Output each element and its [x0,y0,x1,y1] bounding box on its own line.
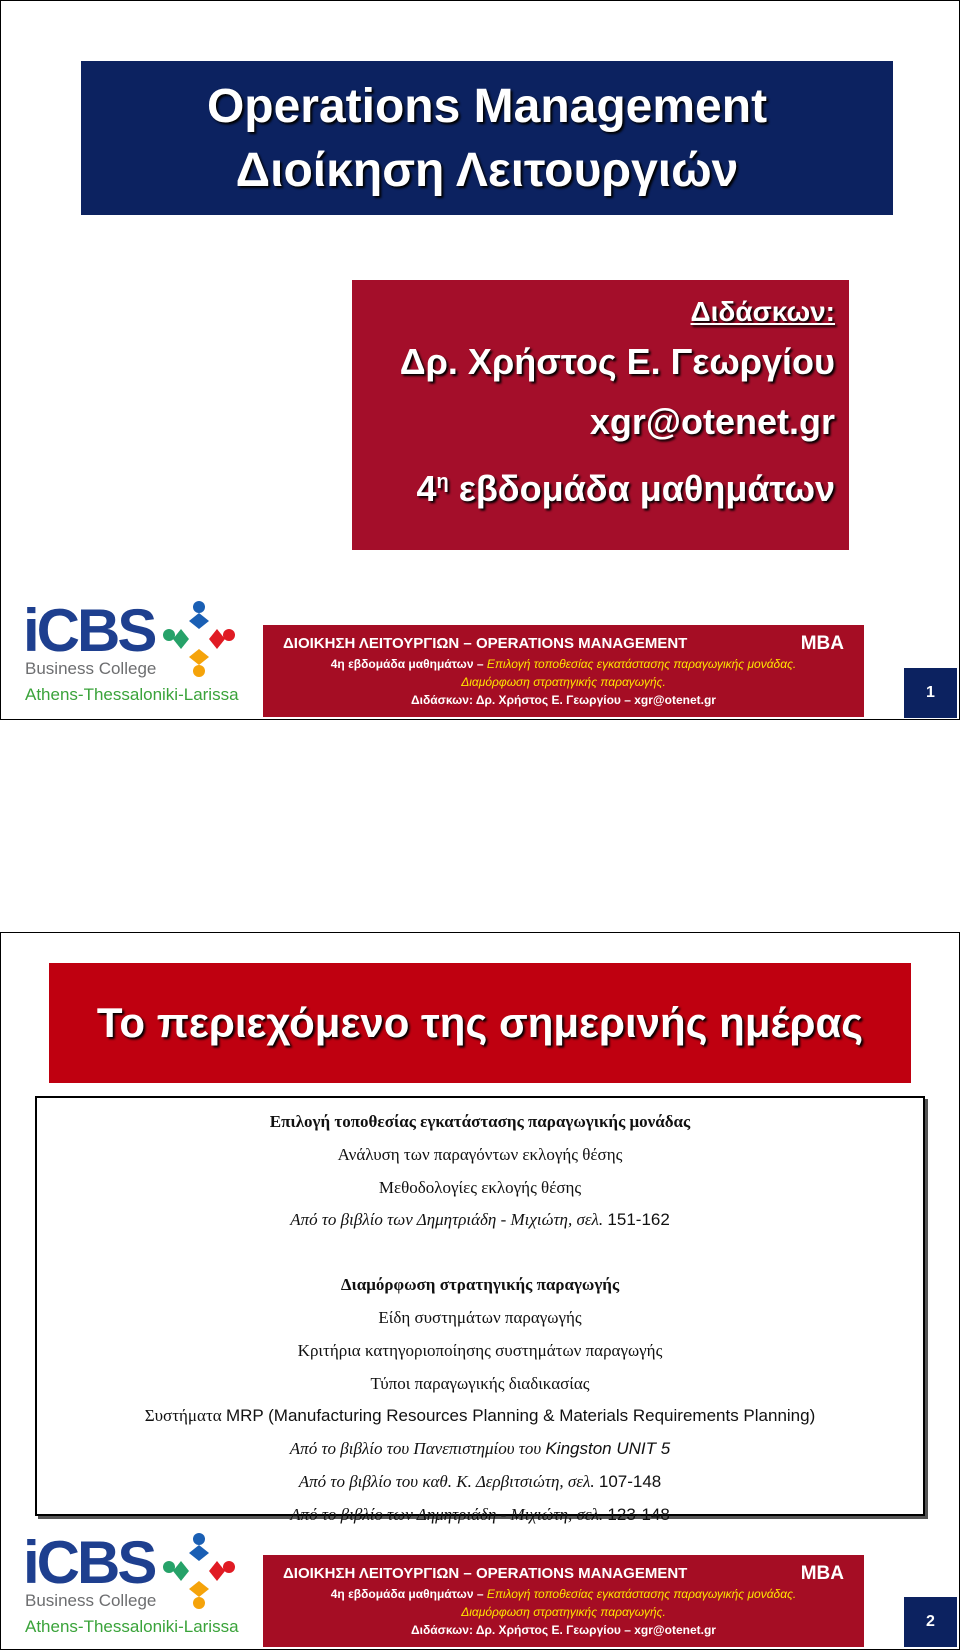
footer-instructor: Διδάσκων: Δρ. Χρήστος Ε. Γεωργίου – xgr@otenet.gr [411,1623,716,1637]
section1-reference [37,1204,923,1237]
reference-pages: 151-162 [607,1210,670,1230]
footer-topic2: Διαμόρφωση στρατηγικής παραγωγής. [461,675,666,689]
footer-course: ΔΙΟΙΚΗΣΗ ΛΕΙΤΟΥΡΓΙΩΝ – OPERATIONS MANAGEMENT [283,1565,688,1582]
section2-item: Τύποι παραγωγικής διαδικασίας [370,1373,590,1393]
footer-banner [263,625,864,717]
section2-heading: Διαμόρφωση στρατηγικής παραγωγής [340,1275,620,1295]
logo-subtitle: Business College [25,659,157,678]
week-superscript: η [436,471,449,493]
reference-dervitsiotis [37,1466,923,1499]
title-greek: Διοίκηση Λειτουργιών [235,144,739,197]
reference-kingston [37,1433,923,1466]
reference-text: Από το βιβλίο των Δημητριάδη - Μιχιώτη, σελ. [290,1210,608,1230]
footer-topic1: Επιλογή τοποθεσίας εγκατάστασης παραγωγικής μονάδας. [486,657,797,671]
footer-week-row [263,655,864,673]
slide-1 [0,0,960,720]
footer-program: MBA [800,633,844,654]
mrp-item [37,1400,923,1433]
logo-cities: Athens-Thessaloniki-Larissa [25,685,239,704]
week-number: 4 [416,468,437,509]
reference-tail: Kingston UNIT 5 [545,1439,671,1459]
week-label [352,452,835,519]
reference-text: Από το βιβλίο του Πανεπιστημίου του [289,1439,546,1459]
logo-subtitle: Business College [25,1591,157,1610]
footer-week: 4η εβδομάδα μαθημάτων – [330,1587,487,1601]
logo-brand: iCBS [23,1529,155,1596]
reference-dimitriadis [37,1499,923,1532]
section1-heading: Επιλογή τοποθεσίας εγκατάστασης παραγωγικής μονάδας [269,1112,691,1131]
people-circle-icon [159,599,239,679]
footer-program: MBA [800,1563,844,1584]
footer-topic1: Επιλογή τοποθεσίας εγκατάστασης παραγωγικής μονάδας. [486,1587,797,1601]
section2-item: Είδη συστημάτων παραγωγής [378,1307,582,1327]
title-english: Operations Management [206,80,768,133]
footer-topic2: Διαμόρφωση στρατηγικής παραγωγής. [461,1605,666,1619]
footer-banner [263,1555,864,1647]
reference-pages: 123-148 [607,1504,670,1524]
icbs-logo [21,1529,239,1647]
week-text: εβδομάδα μαθημάτων [458,468,835,509]
agenda-box [35,1096,925,1524]
instructor-box [352,280,849,550]
footer-course-row [263,633,864,655]
logo-cities: Athens-Thessaloniki-Larissa [25,1617,239,1636]
footer-course-row [263,1563,864,1585]
section2-item: Κριτήρια κατηγοριοποίησης συστημάτων παραγωγής [297,1340,663,1360]
footer-week: 4η εβδομάδα μαθημάτων – [330,657,487,671]
mrp-text: MRP (Manufacturing Resources Planning & Materials Requirements Planning) [225,1406,816,1426]
instructor-email: xgr@otenet.gr [589,401,835,442]
title-banner [81,61,893,215]
page-number: 1 [904,668,957,718]
footer-week-row [263,1585,864,1603]
logo-brand: iCBS [23,597,155,664]
reference-text: Από το βιβλίο του καθ. Κ. Δερβιτσιώτη, σελ. [298,1471,599,1491]
instructor-name: Δρ. Χρήστος Ε. Γεωργίου [399,341,835,382]
section1-item: Μεθοδολογίες εκλογής θέσης [378,1177,582,1197]
icbs-logo [21,597,239,715]
reference-pages: 107-148 [598,1471,662,1491]
instructor-label: Διδάσκων: [690,296,835,327]
mrp-prefix: Συστήματα [144,1406,226,1426]
footer-instructor: Διδάσκων: Δρ. Χρήστος Ε. Γεωργίου – xgr@otenet.gr [411,693,716,707]
page-number: 2 [904,1597,957,1647]
slide-2 [0,932,960,1650]
slide-title: Το περιεχόμενο της σημερινής ημέρας [49,963,911,1083]
footer-course: ΔΙΟΙΚΗΣΗ ΛΕΙΤΟΥΡΓΙΩΝ – OPERATIONS MANAGEMENT [283,635,688,652]
reference-text: Από το βιβλίο των Δημητριάδη - Μιχιώτη, σελ. [290,1504,608,1524]
section1-item: Ανάλυση των παραγόντων εκλογής θέσης [337,1144,623,1164]
people-circle-icon [159,1531,239,1611]
